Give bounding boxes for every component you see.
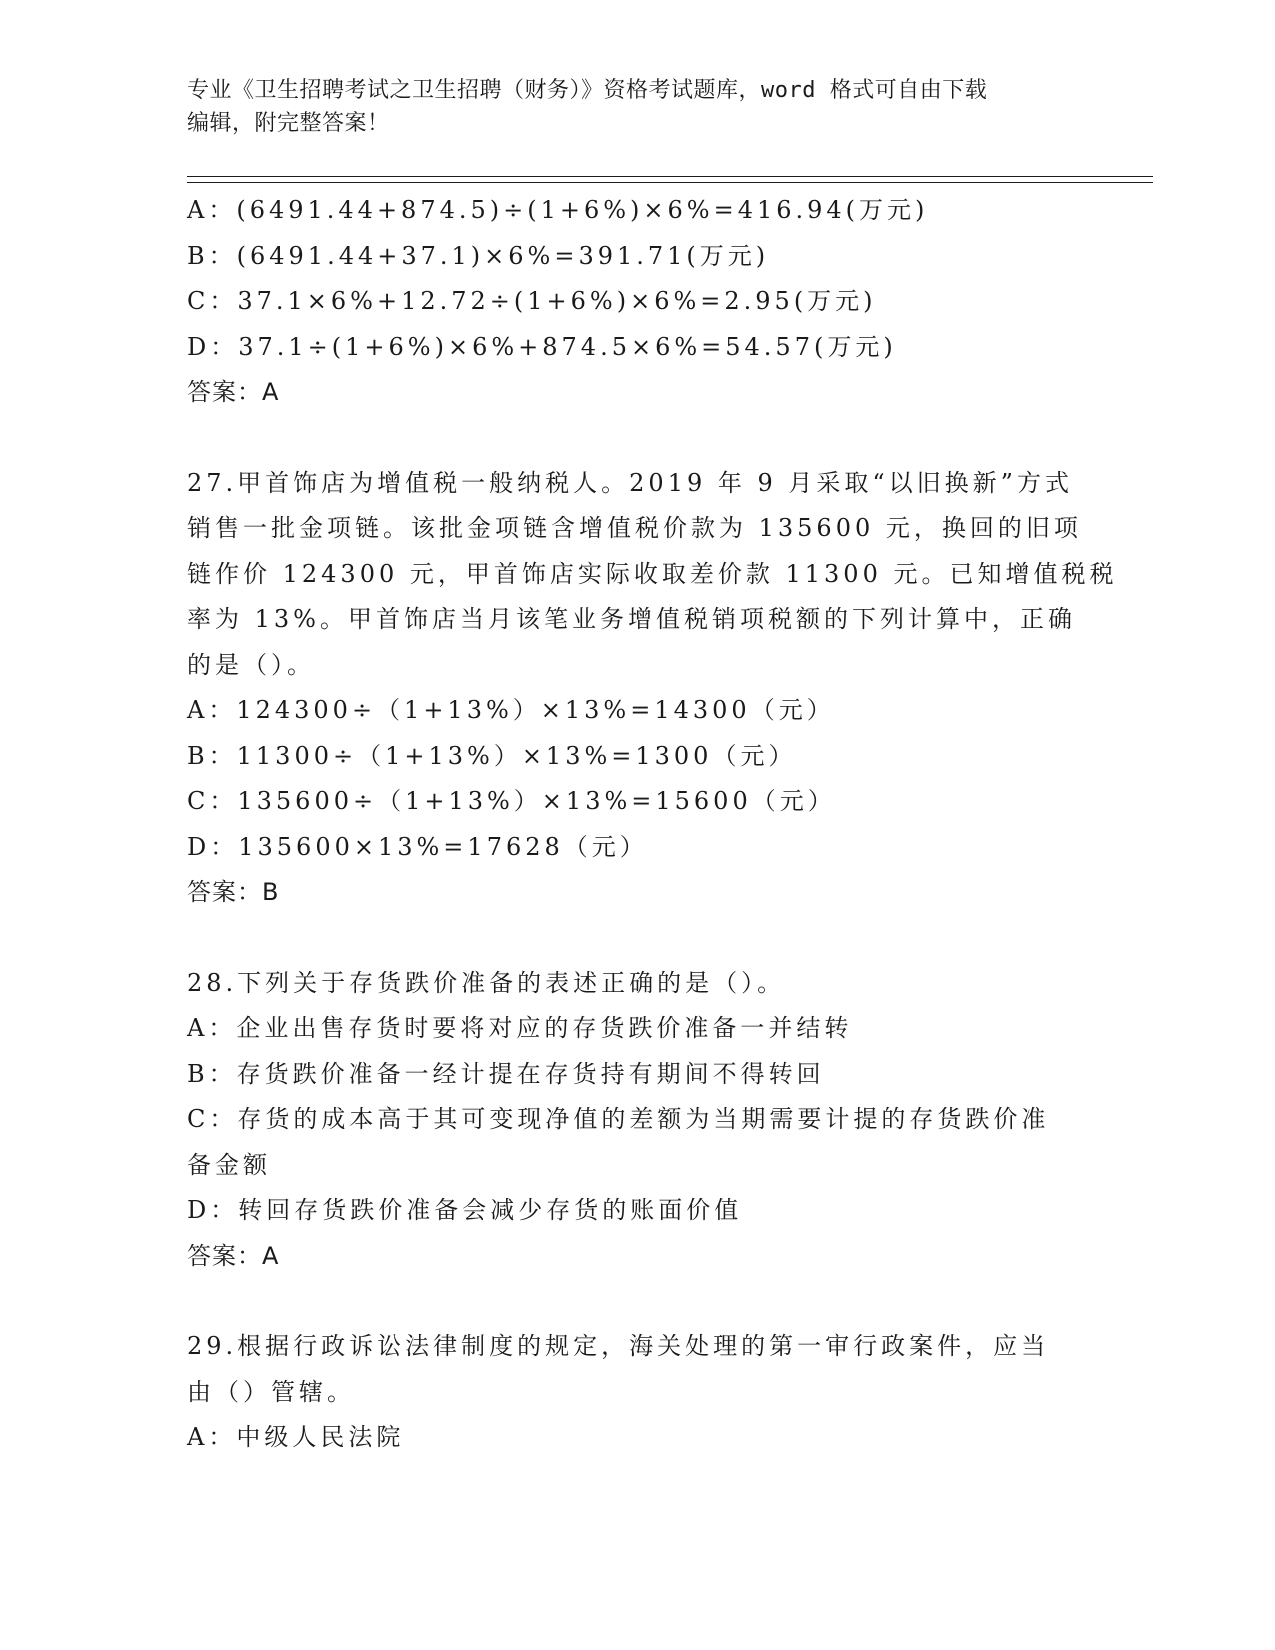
spacer [187,1279,1087,1324]
header-rule-bottom [187,182,1153,183]
option-c: C：存货的成本高于其可变现净值的差额为当期需要计提的存货跌价准 [187,1105,1050,1133]
question-text-line: 的是（）。 [187,650,315,679]
question-text-line: 27.甲首饰店为增值税一般纳税人。2019 年 9 月采取“以旧换新”方式 [187,468,1073,497]
option-c-continued: 备金额 [187,1150,271,1179]
option-c: C：135600÷（1+13%）×13%=15600（元） [187,787,836,815]
question-29 [187,1324,1087,1461]
question-26 [187,188,1087,416]
question-28 [187,961,1087,1280]
option-c: C：37.1×6%+12.72÷(1+6%)×6%=2.95(万元) [187,287,877,315]
header-line-1: 专业《卫生招聘考试之卫生招聘（财务）》资格考试题库，word 格式可自由下载 [187,78,988,103]
option-b: B：(6491.44+37.1)×6%=391.71(万元) [187,241,770,270]
option-a: A：中级人民法院 [187,1423,405,1451]
option-a: A：(6491.44+874.5)÷(1+6%)×6%=416.94(万元) [187,196,929,224]
option-d: D：37.1÷(1+6%)×6%+874.5×6%=54.57(万元) [187,332,897,361]
question-text-line: 由（）管辖。 [187,1377,355,1406]
option-a: A：企业出售存货时要将对应的存货跌价准备一并结转 [187,1014,853,1042]
spacer [187,916,1087,961]
question-text-line: 率为 13%。甲首饰店当月该笔业务增值税销项税额的下列计算中，正确 [187,605,1076,633]
answer: 答案：B [187,878,280,906]
option-b: B：存货跌价准备一经计提在存货持有期间不得转回 [187,1059,825,1088]
answer: 答案：A [187,378,280,406]
option-d: D：转回存货跌价准备会减少存货的账面价值 [187,1196,743,1224]
option-d: D：135600×13%=17628（元） [187,832,648,861]
question-text-line: 29.根据行政诉讼法律制度的规定，海关处理的第一审行政案件，应当 [187,1332,1050,1360]
header-line-2: 编辑，附完整答案！ [187,111,390,136]
option-b: B：11300÷（1+13%）×13%=1300（元） [187,741,797,770]
spacer [187,416,1087,461]
question-text-line: 28.下列关于存货跌价准备的表述正确的是（）。 [187,968,786,997]
question-text-line: 销售一批金项链。该批金项链含增值税价款为 135600 元，换回的旧项 [187,514,1082,542]
question-27 [187,461,1118,916]
option-a: A：124300÷（1+13%）×13%=14300（元） [187,696,835,724]
question-list [187,188,1118,1461]
header-rule-top [187,176,1153,177]
question-text-line: 链作价 124300 元，甲首饰店实际收取差价款 11300 元。已知增值税税 [187,559,1118,588]
document-header [187,74,1087,140]
answer: 答案：A [187,1241,280,1270]
